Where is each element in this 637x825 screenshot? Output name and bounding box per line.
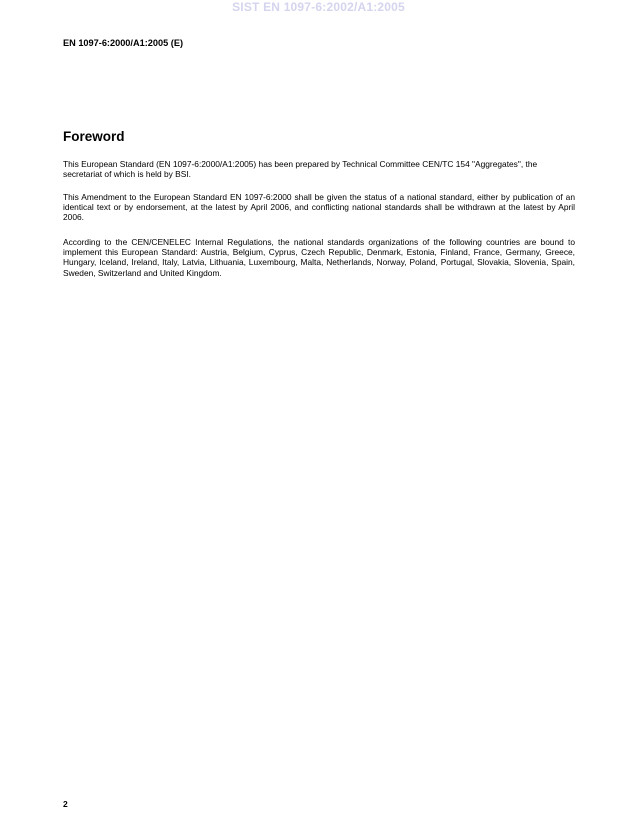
foreword-paragraph-2: This Amendment to the European Standard EN 1097-6:2000 shall be given the status of a national standard, either by publication of an identical text or by endorsement, at the latest by April 2006, and conflicting national standards shall be withdrawn at the latest by April 2006. — [63, 192, 575, 223]
section-title: Foreword — [63, 129, 125, 144]
watermark: SIST EN 1097-6:2002/A1:2005 — [232, 0, 405, 14]
foreword-paragraph-1: This European Standard (EN 1097-6:2000/A1:2005) has been prepared by Technical Committee CEN/TC 154 "Aggregates", the secretariat of which is held by BSI. — [63, 159, 538, 180]
foreword-paragraph-3: According to the CEN/CENELEC Internal Regulations, the national standards organizations of the following countries are bound to implement this European Standard: Austria, Belgium, Cyprus, Czech Republic, Denmark, Estonia, Finland, France, Germany, Greece, Hungary, Iceland, Ireland, Italy, Latvia, Lithuania, Luxembourg, Malta, Netherlands, Norway, Poland, Portugal, Slovakia, Slovenia, Spain, Sweden, Switzerland and United Kingdom. — [63, 237, 575, 278]
page-number: 2 — [63, 799, 68, 809]
document-id-header: EN 1097-6:2000/A1:2005 (E) — [63, 38, 184, 48]
